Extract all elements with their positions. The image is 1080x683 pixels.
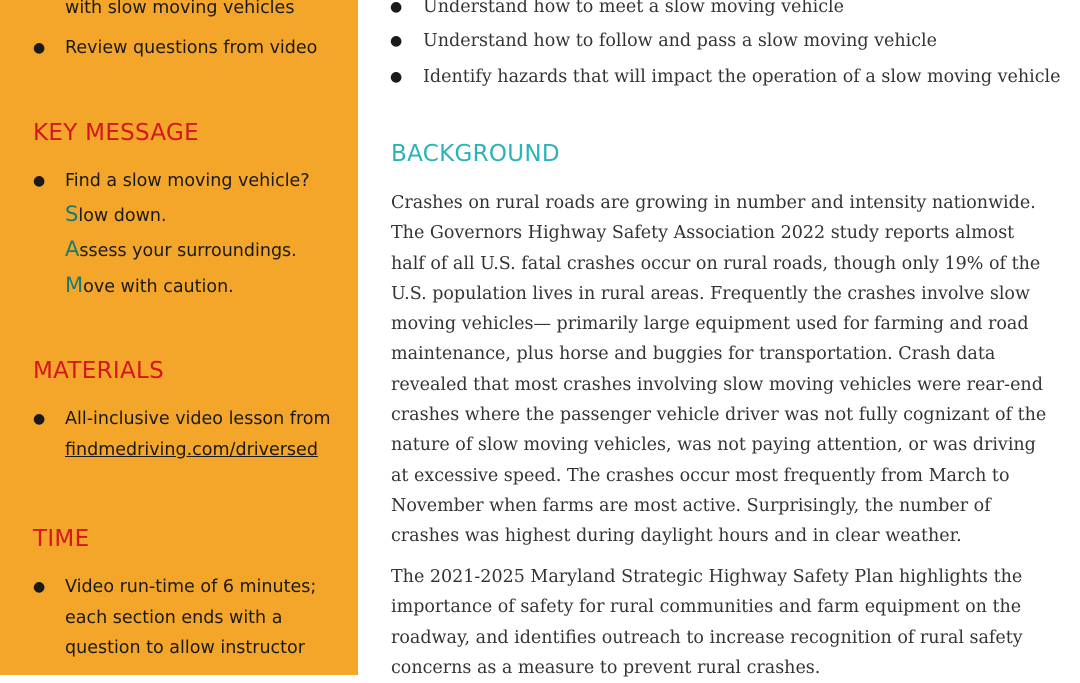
paragraph-line: crashes where the passenger vehicle driver was not fully cognizant of the	[391, 405, 1047, 426]
objective-item: Identify hazards that will impact the operation of a slow moving vehicle	[423, 67, 1061, 87]
bullet-icon: ●	[33, 579, 46, 595]
time-text-line: question to allow instructor	[65, 638, 305, 658]
materials-heading: MATERIALS	[33, 358, 164, 384]
paragraph-line: at excessive speed. The crashes occur most frequently from March to	[391, 465, 1010, 486]
bullet-icon: ●	[33, 411, 46, 427]
background-paragraph-1	[391, 188, 1046, 552]
main-content	[358, 0, 1080, 678]
saam-letter: S	[65, 202, 79, 226]
saam-rest: ssess your surroundings.	[79, 241, 297, 261]
saam-letter: A	[65, 237, 80, 261]
sidebar	[0, 0, 358, 675]
paragraph-line: roadway, and identifies outreach to increase recognition of rural safety	[391, 627, 1023, 648]
paragraph-line: half of all U.S. fatal crashes occur on rural roads, though only 19% of the	[391, 253, 1041, 274]
time-text-line: Video run-time of 6 minutes;	[65, 577, 317, 597]
materials-link-row	[65, 435, 318, 466]
background-paragraph-2	[391, 562, 1023, 683]
saam-rest: low down.	[78, 206, 167, 226]
bullet-icon: ●	[390, 33, 403, 49]
saam-move	[65, 270, 234, 303]
bullet-icon: ●	[390, 0, 403, 15]
time-heading: TIME	[33, 526, 90, 552]
time-text-line: each section ends with a	[65, 608, 283, 628]
paragraph-line: concerns as a measure to prevent rural crashes.	[391, 657, 821, 678]
saam-assess	[65, 234, 297, 267]
paragraph-line: revealed that most crashes involving slow moving vehicles were rear-end	[391, 374, 1043, 395]
objective-item: Understand how to follow and pass a slow moving vehicle	[423, 31, 937, 51]
bullet-icon: ●	[390, 69, 403, 85]
bullet-icon: ●	[33, 40, 46, 56]
sidebar-item-review: Review questions from video	[65, 38, 318, 58]
bullet-icon: ●	[33, 173, 46, 189]
paragraph-line: The 2021-2025 Maryland Strategic Highway Safety Plan highlights the	[391, 567, 1023, 587]
paragraph-line: moving vehicles— primarily large equipment used for farming and road	[391, 314, 1029, 335]
paragraph-line: Crashes on rural roads are growing in number and intensity nationwide.	[391, 193, 1036, 213]
materials-link[interactable]: findmedriving.com/driversed	[65, 440, 318, 460]
key-message-heading: KEY MESSAGE	[33, 120, 199, 146]
paragraph-line: nature of slow moving vehicles, was not paying attention, or was driving	[391, 435, 1036, 456]
background-heading: BACKGROUND	[391, 141, 560, 167]
paragraph-line: November when farms are most active. Surprisingly, the number of	[391, 495, 991, 516]
sidebar-item-continuation: with slow moving vehicles	[65, 0, 295, 18]
saam-slow	[65, 199, 167, 232]
saam-letter: M	[65, 273, 84, 297]
paragraph-line: U.S. population lives in rural areas. Frequently the crashes involve slow	[391, 283, 1030, 304]
paragraph-line: crashes was highest during daylight hours and in clear weather.	[391, 526, 962, 547]
paragraph-line: The Governors Highway Safety Association 2022 study reports almost	[391, 223, 1015, 244]
paragraph-line: importance of safety for rural communities and farm equipment on the	[391, 597, 1022, 618]
materials-text: All-inclusive video lesson from	[65, 409, 331, 429]
saam-rest: ove with caution.	[83, 277, 234, 297]
paragraph-line: maintenance, plus horse and buggies for transportation. Crash data	[391, 344, 996, 365]
objective-item: Understand how to meet a slow moving vehicle	[423, 0, 844, 17]
key-message-bullet: Find a slow moving vehicle?	[65, 171, 310, 191]
